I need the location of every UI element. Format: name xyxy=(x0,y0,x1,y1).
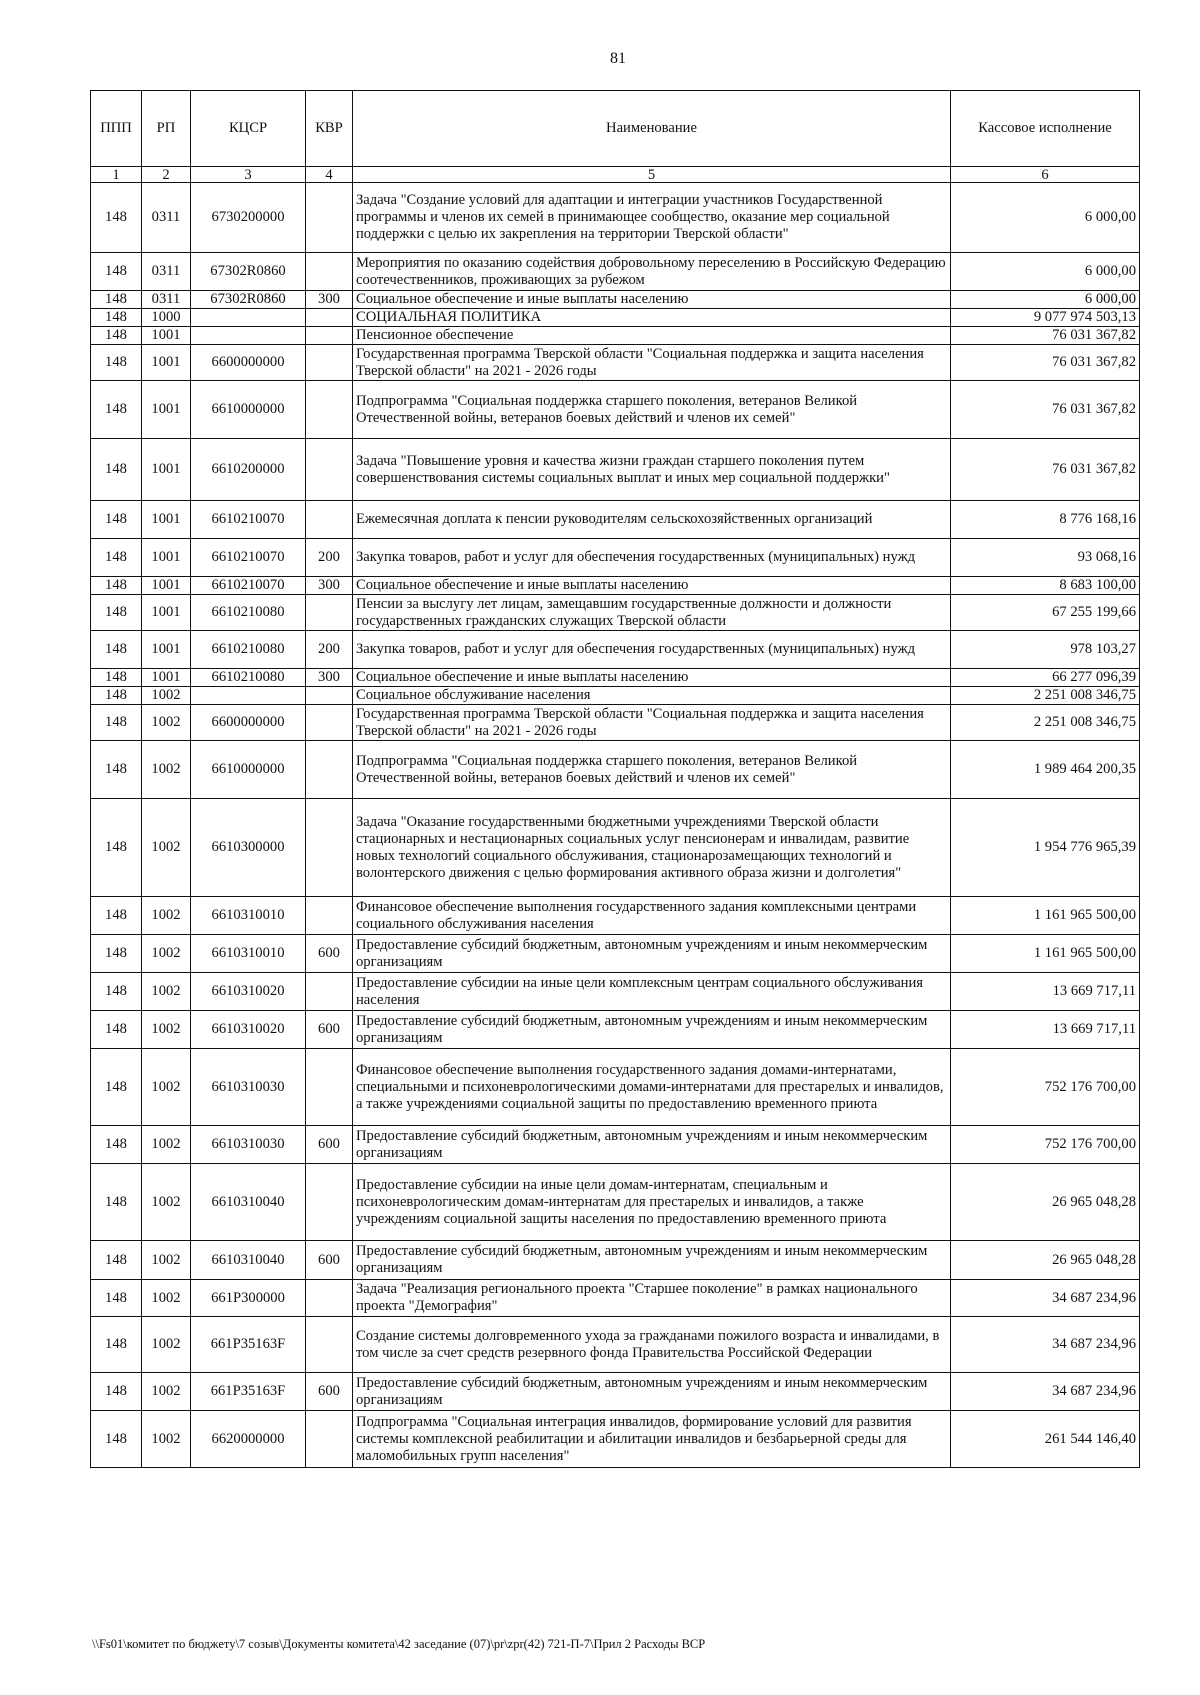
cell-kcsr: 6610310030 xyxy=(191,1126,306,1164)
column-number: 5 xyxy=(353,167,951,183)
cell-kvr: 200 xyxy=(306,631,353,669)
cell-rp: 1001 xyxy=(142,595,191,631)
cell-amount: 76 031 367,82 xyxy=(951,327,1140,345)
cell-ppp: 148 xyxy=(91,705,142,741)
cell-amount: 66 277 096,39 xyxy=(951,669,1140,687)
cell-rp: 1002 xyxy=(142,1241,191,1280)
budget-table xyxy=(90,90,1140,1468)
column-number: 2 xyxy=(142,167,191,183)
cell-amount: 978 103,27 xyxy=(951,631,1140,669)
cell-ppp: 148 xyxy=(91,1049,142,1126)
table-row xyxy=(91,973,1140,1011)
cell-rp: 1002 xyxy=(142,1280,191,1317)
cell-ppp: 148 xyxy=(91,1011,142,1049)
cell-name: Задача "Оказание государственными бюджетными учреждениями Тверской области стационарных и нестационарных социальных услуг пенсионерам и инвалидам, развитие новых технологий социального обслуживания, стационарозамещающих технологий и волонтерского движения с целью формирования активного образа жизни и долголетия" xyxy=(353,799,951,897)
cell-kvr xyxy=(306,253,353,291)
cell-kvr: 600 xyxy=(306,1373,353,1411)
cell-kcsr: 6610210070 xyxy=(191,539,306,577)
cell-ppp: 148 xyxy=(91,669,142,687)
cell-rp: 1001 xyxy=(142,577,191,595)
cell-amount: 1 989 464 200,35 xyxy=(951,741,1140,799)
cell-ppp: 148 xyxy=(91,1373,142,1411)
cell-amount: 8 683 100,00 xyxy=(951,577,1140,595)
cell-kvr xyxy=(306,595,353,631)
cell-kcsr: 6610210080 xyxy=(191,669,306,687)
header-rp: РП xyxy=(142,91,191,167)
cell-kvr xyxy=(306,687,353,705)
table-row xyxy=(91,577,1140,595)
cell-amount: 67 255 199,66 xyxy=(951,595,1140,631)
cell-kcsr: 6610310010 xyxy=(191,897,306,935)
cell-kcsr: 6610210080 xyxy=(191,595,306,631)
cell-amount: 1 161 965 500,00 xyxy=(951,897,1140,935)
cell-ppp: 148 xyxy=(91,973,142,1011)
cell-rp: 1001 xyxy=(142,327,191,345)
cell-ppp: 148 xyxy=(91,309,142,327)
table-row xyxy=(91,799,1140,897)
table-row xyxy=(91,1411,1140,1468)
cell-kcsr: 6600000000 xyxy=(191,345,306,381)
table-row xyxy=(91,439,1140,501)
cell-rp: 1001 xyxy=(142,539,191,577)
cell-rp: 1001 xyxy=(142,381,191,439)
column-number: 1 xyxy=(91,167,142,183)
cell-kvr xyxy=(306,309,353,327)
cell-name: Предоставление субсидии на иные цели домам-интернатам, специальным и психоневрологическим домам-интернатам для престарелых и инвалидов, а также учреждениям социальной защиты населения по предоставлению временного приюта xyxy=(353,1164,951,1241)
header-kcsr: КЦСР xyxy=(191,91,306,167)
header-row xyxy=(91,91,1140,167)
table-row xyxy=(91,501,1140,539)
cell-name: Предоставление субсидий бюджетным, автономным учреждениям и иным некоммерческим организациям xyxy=(353,1126,951,1164)
cell-kvr xyxy=(306,1049,353,1126)
cell-ppp: 148 xyxy=(91,345,142,381)
cell-kvr xyxy=(306,327,353,345)
cell-amount: 6 000,00 xyxy=(951,291,1140,309)
cell-kcsr: 6610210080 xyxy=(191,631,306,669)
cell-kvr xyxy=(306,799,353,897)
cell-ppp: 148 xyxy=(91,253,142,291)
cell-kcsr: 6600000000 xyxy=(191,705,306,741)
cell-kvr xyxy=(306,1411,353,1468)
cell-name: Подпрограмма "Социальная интеграция инвалидов, формирование условий для развития системы комплексной реабилитации и абилитации инвалидов и безбарьерной среды для маломобильных групп населения" xyxy=(353,1411,951,1468)
cell-kvr xyxy=(306,897,353,935)
column-number-row xyxy=(91,167,1140,183)
cell-amount: 2 251 008 346,75 xyxy=(951,687,1140,705)
cell-ppp: 148 xyxy=(91,595,142,631)
cell-kvr xyxy=(306,1280,353,1317)
cell-rp: 1002 xyxy=(142,973,191,1011)
table-row xyxy=(91,1049,1140,1126)
cell-name: Предоставление субсидий бюджетным, автономным учреждениям и иным некоммерческим организациям xyxy=(353,1241,951,1280)
cell-amount: 76 031 367,82 xyxy=(951,345,1140,381)
cell-rp: 1002 xyxy=(142,1317,191,1373)
cell-amount: 2 251 008 346,75 xyxy=(951,705,1140,741)
table-row xyxy=(91,631,1140,669)
cell-kcsr: 6610310010 xyxy=(191,935,306,973)
cell-amount: 34 687 234,96 xyxy=(951,1373,1140,1411)
cell-ppp: 148 xyxy=(91,539,142,577)
cell-ppp: 148 xyxy=(91,631,142,669)
cell-rp: 1001 xyxy=(142,501,191,539)
table-row xyxy=(91,539,1140,577)
table-row xyxy=(91,897,1140,935)
cell-name: Предоставление субсидии на иные цели комплексным центрам социального обслуживания населения xyxy=(353,973,951,1011)
column-number: 3 xyxy=(191,167,306,183)
cell-ppp: 148 xyxy=(91,1164,142,1241)
cell-amount: 752 176 700,00 xyxy=(951,1049,1140,1126)
cell-amount: 76 031 367,82 xyxy=(951,381,1140,439)
table-row xyxy=(91,595,1140,631)
cell-amount: 34 687 234,96 xyxy=(951,1317,1140,1373)
cell-kcsr: 6610210070 xyxy=(191,577,306,595)
table-row xyxy=(91,1164,1140,1241)
header-kvr: КВР xyxy=(306,91,353,167)
table-row xyxy=(91,705,1140,741)
cell-amount: 9 077 974 503,13 xyxy=(951,309,1140,327)
cell-ppp: 148 xyxy=(91,1126,142,1164)
cell-kvr xyxy=(306,381,353,439)
cell-name: Социальное обеспечение и иные выплаты населению xyxy=(353,577,951,595)
cell-name: Закупка товаров, работ и услуг для обеспечения государственных (муниципальных) нужд xyxy=(353,539,951,577)
cell-rp: 1002 xyxy=(142,687,191,705)
cell-rp: 1002 xyxy=(142,1164,191,1241)
cell-ppp: 148 xyxy=(91,1241,142,1280)
cell-ppp: 148 xyxy=(91,291,142,309)
cell-kvr: 600 xyxy=(306,935,353,973)
cell-kcsr: 6620000000 xyxy=(191,1411,306,1468)
cell-ppp: 148 xyxy=(91,501,142,539)
cell-kvr: 600 xyxy=(306,1241,353,1280)
cell-kcsr: 661P300000 xyxy=(191,1280,306,1317)
cell-name: Предоставление субсидий бюджетным, автономным учреждениям и иным некоммерческим организациям xyxy=(353,935,951,973)
cell-kcsr: 6610310020 xyxy=(191,973,306,1011)
header-ppp: ППП xyxy=(91,91,142,167)
cell-name: Ежемесячная доплата к пенсии руководителям сельскохозяйственных организаций xyxy=(353,501,951,539)
cell-kvr xyxy=(306,501,353,539)
cell-name: Подпрограмма "Социальная поддержка старшего поколения, ветеранов Великой Отечественной войны, ветеранов боевых действий и членов их семей" xyxy=(353,741,951,799)
cell-name: Государственная программа Тверской области "Социальная поддержка и защита населения Тверской области" на 2021 - 2026 годы xyxy=(353,345,951,381)
cell-kvr xyxy=(306,705,353,741)
table-row xyxy=(91,327,1140,345)
cell-kcsr: 6610210070 xyxy=(191,501,306,539)
cell-kvr xyxy=(306,1317,353,1373)
table-row xyxy=(91,687,1140,705)
cell-kcsr: 661P35163F xyxy=(191,1317,306,1373)
cell-amount: 13 669 717,11 xyxy=(951,973,1140,1011)
cell-kvr: 200 xyxy=(306,539,353,577)
cell-kcsr: 661P35163F xyxy=(191,1373,306,1411)
cell-kcsr: 6610310020 xyxy=(191,1011,306,1049)
cell-amount: 6 000,00 xyxy=(951,183,1140,253)
cell-kvr xyxy=(306,183,353,253)
cell-rp: 0311 xyxy=(142,253,191,291)
cell-kcsr: 6730200000 xyxy=(191,183,306,253)
cell-kcsr: 67302R0860 xyxy=(191,291,306,309)
cell-name: Задача "Реализация регионального проекта "Старшее поколение" в рамках национального проекта "Демография" xyxy=(353,1280,951,1317)
cell-amount: 1 954 776 965,39 xyxy=(951,799,1140,897)
cell-name: Мероприятия по оказанию содействия добровольному переселению в Российскую Федерацию соотечественников, проживающих за рубежом xyxy=(353,253,951,291)
cell-kcsr xyxy=(191,309,306,327)
cell-rp: 1002 xyxy=(142,1411,191,1468)
cell-rp: 1002 xyxy=(142,799,191,897)
cell-name: Подпрограмма "Социальная поддержка старшего поколения, ветеранов Великой Отечественной войны, ветеранов боевых действий и членов их семей" xyxy=(353,381,951,439)
cell-kvr xyxy=(306,973,353,1011)
table-row xyxy=(91,1126,1140,1164)
cell-rp: 1002 xyxy=(142,741,191,799)
cell-name: Финансовое обеспечение выполнения государственного задания комплексными центрами социального обслуживания населения xyxy=(353,897,951,935)
table-row xyxy=(91,309,1140,327)
column-number: 4 xyxy=(306,167,353,183)
table-row xyxy=(91,1011,1140,1049)
cell-amount: 8 776 168,16 xyxy=(951,501,1140,539)
cell-rp: 1002 xyxy=(142,1373,191,1411)
cell-ppp: 148 xyxy=(91,577,142,595)
cell-name: Предоставление субсидий бюджетным, автономным учреждениям и иным некоммерческим организациям xyxy=(353,1011,951,1049)
cell-amount: 752 176 700,00 xyxy=(951,1126,1140,1164)
cell-name: Создание системы долговременного ухода за гражданами пожилого возраста и инвалидами, в том числе за счет средств резервного фонда Правительства Российской Федерации xyxy=(353,1317,951,1373)
cell-ppp: 148 xyxy=(91,687,142,705)
cell-ppp: 148 xyxy=(91,897,142,935)
cell-amount: 261 544 146,40 xyxy=(951,1411,1140,1468)
cell-rp: 1002 xyxy=(142,897,191,935)
cell-kcsr: 6610200000 xyxy=(191,439,306,501)
table-row xyxy=(91,741,1140,799)
cell-kvr xyxy=(306,439,353,501)
cell-rp: 1001 xyxy=(142,439,191,501)
cell-kvr: 600 xyxy=(306,1126,353,1164)
cell-amount: 26 965 048,28 xyxy=(951,1164,1140,1241)
cell-name: Пенсионное обеспечение xyxy=(353,327,951,345)
cell-kvr xyxy=(306,741,353,799)
cell-amount: 34 687 234,96 xyxy=(951,1280,1140,1317)
cell-rp: 1002 xyxy=(142,1011,191,1049)
table-row xyxy=(91,935,1140,973)
cell-rp: 1002 xyxy=(142,935,191,973)
cell-amount: 1 161 965 500,00 xyxy=(951,935,1140,973)
cell-name: Предоставление субсидий бюджетным, автономным учреждениям и иным некоммерческим организациям xyxy=(353,1373,951,1411)
cell-ppp: 148 xyxy=(91,799,142,897)
table-row xyxy=(91,1317,1140,1373)
cell-amount: 76 031 367,82 xyxy=(951,439,1140,501)
cell-rp: 1001 xyxy=(142,669,191,687)
table-row xyxy=(91,183,1140,253)
table-row xyxy=(91,1241,1140,1280)
cell-kcsr: 6610310040 xyxy=(191,1241,306,1280)
cell-rp: 1001 xyxy=(142,345,191,381)
cell-name: Социальное обеспечение и иные выплаты населению xyxy=(353,669,951,687)
cell-ppp: 148 xyxy=(91,935,142,973)
cell-kvr: 300 xyxy=(306,669,353,687)
cell-name: Пенсии за выслугу лет лицам, замещавшим государственные должности и должности государственных гражданских служащих Тверской области xyxy=(353,595,951,631)
cell-ppp: 148 xyxy=(91,741,142,799)
table-row xyxy=(91,345,1140,381)
cell-name: Закупка товаров, работ и услуг для обеспечения государственных (муниципальных) нужд xyxy=(353,631,951,669)
cell-rp: 1002 xyxy=(142,1126,191,1164)
cell-rp: 1000 xyxy=(142,309,191,327)
cell-name: Социальное обеспечение и иные выплаты населению xyxy=(353,291,951,309)
column-number: 6 xyxy=(951,167,1140,183)
cell-kcsr: 67302R0860 xyxy=(191,253,306,291)
cell-kvr xyxy=(306,1164,353,1241)
table-row xyxy=(91,253,1140,291)
cell-ppp: 148 xyxy=(91,1411,142,1468)
cell-ppp: 148 xyxy=(91,1280,142,1317)
cell-rp: 1002 xyxy=(142,1049,191,1126)
cell-kvr: 300 xyxy=(306,577,353,595)
header-name: Наименование xyxy=(353,91,951,167)
cell-rp: 0311 xyxy=(142,183,191,253)
table-row xyxy=(91,291,1140,309)
table-row xyxy=(91,669,1140,687)
cell-name: Государственная программа Тверской области "Социальная поддержка и защита населения Тверской области" на 2021 - 2026 годы xyxy=(353,705,951,741)
cell-kcsr xyxy=(191,687,306,705)
cell-kvr: 600 xyxy=(306,1011,353,1049)
cell-name: Социальное обслуживание населения xyxy=(353,687,951,705)
cell-kvr xyxy=(306,345,353,381)
cell-ppp: 148 xyxy=(91,439,142,501)
cell-amount: 93 068,16 xyxy=(951,539,1140,577)
cell-name: Задача "Повышение уровня и качества жизни граждан старшего поколения путем совершенствования системы социальных выплат и иных мер социальной поддержки" xyxy=(353,439,951,501)
cell-kvr: 300 xyxy=(306,291,353,309)
cell-rp: 1002 xyxy=(142,705,191,741)
cell-rp: 0311 xyxy=(142,291,191,309)
cell-kcsr: 6610000000 xyxy=(191,381,306,439)
cell-kcsr: 6610300000 xyxy=(191,799,306,897)
table-row xyxy=(91,1280,1140,1317)
cell-ppp: 148 xyxy=(91,183,142,253)
header-amount: Кассовое исполнение xyxy=(951,91,1140,167)
table-row xyxy=(91,381,1140,439)
cell-ppp: 148 xyxy=(91,327,142,345)
cell-kcsr: 6610310040 xyxy=(191,1164,306,1241)
page-number: 81 xyxy=(610,50,626,67)
cell-name: Финансовое обеспечение выполнения государственного задания домами-интернатами, специальными и психоневрологическими домами-интернатами для престарелых и инвалидов, а также учреждениями социальной защиты по предоставлению временного приюта xyxy=(353,1049,951,1126)
cell-name: Задача "Создание условий для адаптации и интеграции участников Государственной программы и членов их семей в принимающее сообщество, оказание мер социальной поддержки с целью их закрепления на территории Тверской области" xyxy=(353,183,951,253)
cell-kcsr: 6610000000 xyxy=(191,741,306,799)
cell-amount: 13 669 717,11 xyxy=(951,1011,1140,1049)
cell-kcsr xyxy=(191,327,306,345)
cell-name: СОЦИАЛЬНАЯ ПОЛИТИКА xyxy=(353,309,951,327)
cell-rp: 1001 xyxy=(142,631,191,669)
cell-ppp: 148 xyxy=(91,381,142,439)
cell-amount: 6 000,00 xyxy=(951,253,1140,291)
cell-ppp: 148 xyxy=(91,1317,142,1373)
file-path-footer: \\Fs01\комитет по бюджету\7 созыв\Документы комитета\42 заседание (07)\pr\zpr(42) 721-П-7\Прил 2 Расходы ВСР xyxy=(92,1637,706,1651)
cell-amount: 26 965 048,28 xyxy=(951,1241,1140,1280)
cell-kcsr: 6610310030 xyxy=(191,1049,306,1126)
table-row xyxy=(91,1373,1140,1411)
